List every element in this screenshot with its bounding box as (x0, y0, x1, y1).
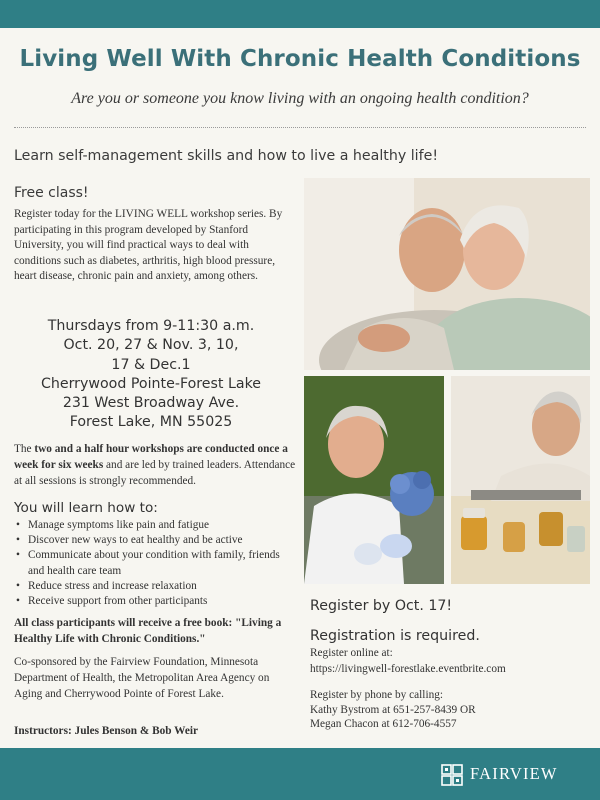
list-item-text: Reduce stress and increase relaxation (28, 579, 197, 592)
register-online-label: Register online at: (310, 647, 393, 659)
flyer-subtitle: Are you or someone you know living with an ongoing health condition? (71, 90, 529, 107)
session-line: Forest Lake, MN 55025 (69, 414, 233, 431)
list-item-text: Discover new ways to eat healthy and be active (28, 534, 243, 547)
top-color-band (0, 0, 600, 28)
list-item (14, 594, 298, 609)
register-deadline: Register by Oct. 17! (310, 598, 453, 614)
workshop-text-pre: The (14, 443, 35, 455)
gardening-woman-photo (304, 376, 444, 584)
list-item (14, 548, 298, 578)
register-phone (310, 688, 590, 732)
session-details (14, 317, 288, 433)
list-item (14, 533, 298, 548)
fairview-logo-icon (441, 764, 463, 786)
bullet-icon: • (16, 519, 20, 531)
session-line: Thursdays from 9-11:30 a.m. (47, 318, 255, 334)
man-illustration (451, 376, 590, 584)
registration-required-heading: Registration is required. (310, 628, 480, 644)
workshop-text-post: and are led by trained leaders. Attendance at all sessions is strongly recommended. (14, 459, 296, 487)
cosponsor-paragraph: Co-sponsored by the Fairview Foundation, Minnesota Department of Health, the Metropolitan Area Agency on Aging and Cherrywood Pointe of Forest Lake. (14, 656, 270, 700)
bullet-icon: • (16, 549, 20, 562)
woman-illustration (304, 376, 444, 584)
bullet-icon: • (16, 534, 20, 547)
session-line: 231 West Broadway Ave. (62, 395, 240, 412)
bullet-icon: • (16, 595, 20, 608)
workshop-paragraph (14, 441, 296, 489)
flyer-title: Living Well With Chronic Health Conditions (19, 46, 581, 72)
list-item-text: Communicate about your condition with family, friends and health care team (28, 549, 280, 577)
free-class-heading: Free class! (14, 185, 89, 201)
list-item-text: Manage symptoms like pain and fatigue (28, 519, 210, 531)
register-online-url[interactable]: https://livingwell-forestlake.eventbrite.com (310, 662, 506, 675)
list-item (14, 579, 298, 594)
instructors-line: Instructors: Jules Benson & Bob Weir (14, 725, 199, 737)
register-online (310, 646, 590, 677)
tagline: Learn self-management skills and how to live a healthy life! (14, 148, 439, 164)
list-item (14, 518, 298, 533)
bullet-icon: • (16, 579, 20, 592)
couple-illustration (304, 178, 590, 370)
register-phone-label: Register by phone by calling: (310, 689, 444, 701)
dotted-divider (14, 127, 586, 128)
workshop-text-bold: two and a half hour workshops are conducted once a week for six weeks (14, 443, 288, 471)
session-line: 17 & Dec.1 (111, 356, 191, 373)
intro-paragraph: Register today for the LIVING WELL workshop series. By participating in this program developed by Stanford University, you will find practical ways to deal with conditions such as diabetes, arthritis, high blood pressure, heart disease, chronic pain and anxiety, among others. (14, 208, 283, 283)
free-book-note: All class participants will receive a free book: "Living a Healthy Life with Chronic Conditions." (14, 617, 282, 645)
session-line: Cherrywood Pointe-Forest Lake (40, 375, 262, 392)
session-line: Oct. 20, 27 & Nov. 3, 10, (63, 337, 239, 354)
list-item-text: Receive support from other participants (28, 595, 208, 608)
fairview-wordmark: FAIRVIEW (470, 764, 558, 783)
register-phone-contact-1: Kathy Bystrom at 651-257-8439 OR (310, 703, 476, 716)
learn-heading: You will learn how to: (14, 500, 158, 516)
pill-sorting-man-photo (451, 376, 590, 584)
learn-list (14, 518, 298, 609)
register-phone-contact-2: Megan Chacon at 612-706-4557 (310, 718, 457, 731)
couple-photo (304, 178, 590, 370)
